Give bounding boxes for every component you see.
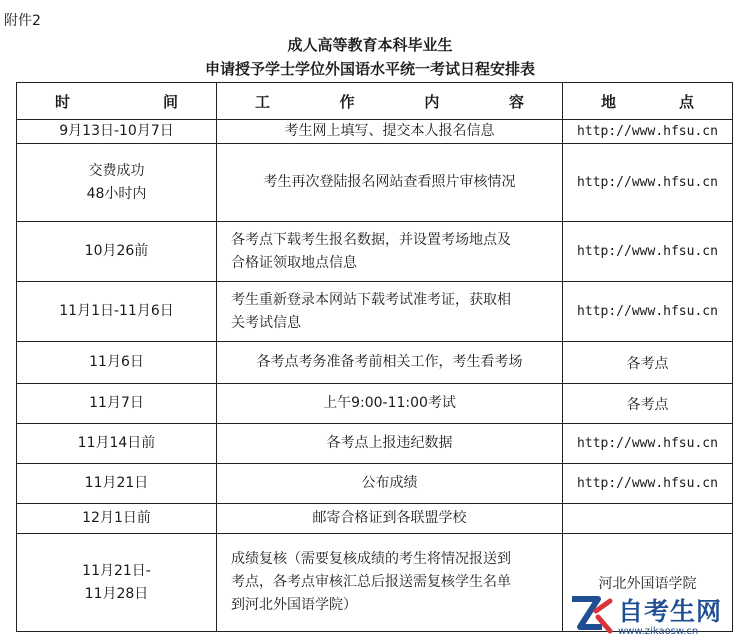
- cell-time: [17, 144, 217, 222]
- work-line: 考生重新登录本网站下载考试准考证，获取相: [231, 291, 511, 308]
- cell-place: http://www.hfsu.cn: [563, 120, 733, 144]
- cell-place: http://www.hfsu.cn: [563, 464, 733, 504]
- time-line: 48小时内: [86, 185, 147, 202]
- header-place: 地 点: [563, 83, 733, 120]
- time-line: 11月6日: [89, 354, 144, 370]
- table-row: [17, 222, 733, 282]
- work-line: 上午9:00-11:00考试: [323, 395, 456, 411]
- cell-time: [17, 534, 217, 632]
- cell-work: [217, 222, 563, 282]
- table-row: [17, 504, 733, 534]
- cell-work: [217, 282, 563, 342]
- time-line: 11月28日: [84, 585, 149, 602]
- cell-time: [17, 222, 217, 282]
- cell-place: http://www.hfsu.cn: [563, 424, 733, 464]
- cell-place: [563, 504, 733, 534]
- work-line: 成绩复核（需要复核成绩的考生将情况报送到: [231, 551, 511, 567]
- cell-time: [17, 384, 217, 424]
- document-title-line2: 申请授予学士学位外国语水平统一考试日程安排表: [204, 60, 535, 78]
- cell-work: [217, 424, 563, 464]
- time-line: 11月14日前: [77, 435, 156, 451]
- watermark-name: 自考生网: [618, 596, 723, 626]
- cell-place: 各考点: [563, 342, 733, 384]
- work-line: 邮寄合格证到各联盟学校: [312, 510, 467, 526]
- cell-place: 各考点: [563, 384, 733, 424]
- work-line: 考生再次登陆报名网站查看照片审核情况: [263, 174, 516, 190]
- work-line: 关考试信息: [231, 314, 301, 331]
- cell-time: [17, 282, 217, 342]
- work-line: 考点，各考点审核汇总后报送需复核学生名单: [231, 574, 511, 590]
- cell-work: [217, 144, 563, 222]
- time-line: 11月7日: [89, 395, 144, 411]
- cell-place: http://www.hfsu.cn: [563, 222, 733, 282]
- work-line: 公布成绩: [361, 475, 418, 491]
- header-time: 时 间: [17, 83, 217, 120]
- cell-time: [17, 464, 217, 504]
- work-line: 各考点考务准备考前相关工作，考生看考场: [256, 354, 523, 370]
- table-row: [17, 424, 733, 464]
- cell-time: [17, 424, 217, 464]
- watermark-logo-icon: [568, 591, 614, 637]
- watermark-url: www.zikaosw.cn: [618, 625, 699, 637]
- attachment-label: 附件2: [4, 13, 41, 29]
- schedule-table: [16, 82, 733, 632]
- cell-work: [217, 534, 563, 632]
- cell-work: [217, 504, 563, 534]
- watermark: [568, 588, 736, 640]
- cell-work: [217, 464, 563, 504]
- cell-work: [217, 342, 563, 384]
- document-title-line1: 成人高等教育本科毕业生: [287, 36, 453, 54]
- cell-place: http://www.hfsu.cn: [563, 144, 733, 222]
- time-line: 交费成功: [88, 162, 145, 179]
- work-line: 合格证领取地点信息: [231, 254, 357, 271]
- time-line: 11月21日-: [82, 562, 151, 579]
- header-work: 工 作 内 容: [217, 83, 563, 120]
- table-row: [17, 384, 733, 424]
- table-row: [17, 120, 733, 144]
- table-header-row: [17, 83, 733, 120]
- cell-work: [217, 384, 563, 424]
- time-line: 12月1日前: [82, 510, 151, 526]
- work-line: 到河北外国语学院）: [231, 597, 357, 613]
- cell-place: 河北外国语学院: [563, 534, 733, 632]
- cell-time: [17, 120, 217, 144]
- table-row: [17, 342, 733, 384]
- cell-time: [17, 342, 217, 384]
- work-line: 各考点下载考生报名数据，并设置考场地点及: [231, 231, 511, 248]
- time-line: 11月1日-11月6日: [59, 303, 174, 319]
- time-line: 9月13日-10月7日: [59, 123, 174, 139]
- work-line: 考生网上填写、提交本人报名信息: [284, 123, 495, 139]
- cell-work: [217, 120, 563, 144]
- cell-place: http://www.hfsu.cn: [563, 282, 733, 342]
- cell-time: [17, 504, 217, 534]
- table-row: [17, 282, 733, 342]
- work-line: 各考点上报违纪数据: [326, 435, 453, 451]
- table-row: [17, 144, 733, 222]
- table-row: [17, 464, 733, 504]
- time-line: 10月26前: [84, 243, 149, 259]
- time-line: 11月21日: [84, 475, 149, 491]
